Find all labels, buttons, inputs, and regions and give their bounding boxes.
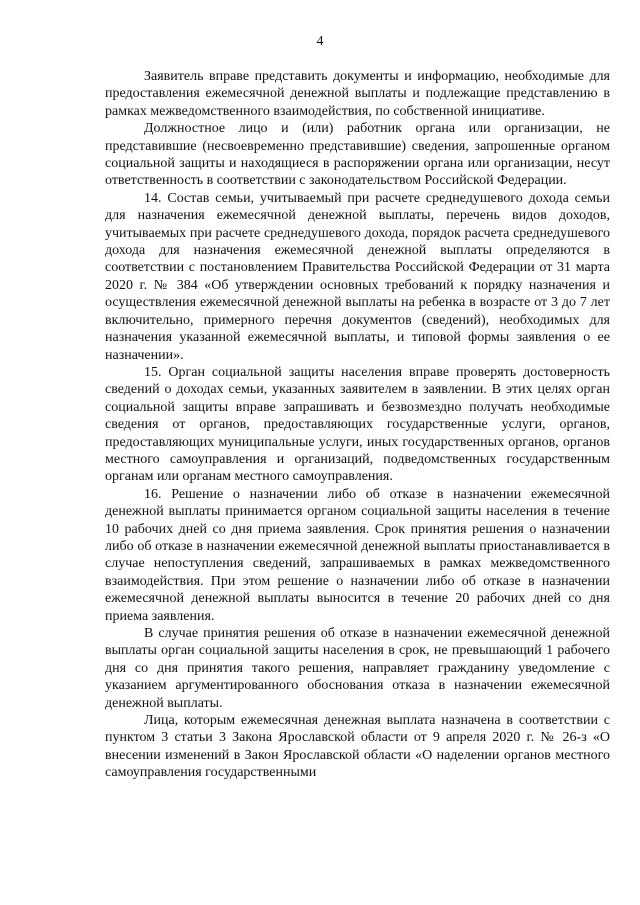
paragraph-14-family-composition: 14. Состав семьи, учитываемый при расчете среднедушевого дохода семьи для назначения ежемесячной денежной выплаты, перечень видов доходов, учитываемых при расчете среднедушевого дохода, порядок расчета среднедушевого дохода для назначения ежемесячной денежной выплаты определяются в соответствии с постановлением Правительства Российской Федерации от 31 марта 2020 г. № 384 «Об утверждении основных требований к порядку назначения и осуществления ежемесячной денежной выплаты на ребенка в возрасте от 3 до 7 лет включительно, примерного перечня документов (сведений), необходимых для назначения указанной ежемесячной выплаты, и типовой формы заявления о ее назначении». (105, 190, 610, 363)
document-body (105, 68, 610, 782)
page-number: 4 (316, 34, 324, 49)
paragraph-liability: Должностное лицо и (или) работник органа или организации, не представившие (несвоевременно представившие) сведения, запрошенные органом социальной защиты и находящиеся в распоряжении органа или организации, несут ответственность в соответствии с законодательством Российской Федерации. (105, 121, 610, 189)
paragraph-16-decision-term: 16. Решение о назначении либо об отказе в назначении ежемесячной денежной выплаты принимается органом социальной защиты населения в течение 10 рабочих дней со дня приема заявления. Срок принятия решения о назначении либо об отказе в назначении ежемесячной денежной выплаты приостанавливается в случае непоступления сведений, запрашиваемых в рамках межведомственного взаимодействия. При этом решение о назначении либо об отказе в назначении ежемесячной денежной выплаты выносится в течение 20 рабочих дней со дня приема заявления. (105, 486, 610, 624)
paragraph-15-income-verification: 15. Орган социальной защиты населения вправе проверять достоверность сведений о доходах семьи, указанных заявителем в заявлении. В этих целях орган социальной защиты вправе запрашивать и безвозмездно получать необходимые сведения от органов, предоставляющих государственные услуги, органов, предоставляющих муниципальные услуги, иных государственных органов, органов местного самоуправления и организаций, подведомственных государственным органам или органам местного самоуправления. (105, 364, 610, 485)
paragraph-applicant-right: Заявитель вправе представить документы и информацию, необходимые для предоставления ежемесячной денежной выплаты и подлежащие представлению в рамках межведомственного взаимодействия, по собственной инициативе. (105, 69, 610, 119)
paragraph-persons-assigned: Лица, которым ежемесячная денежная выплата назначена в соответствии с пунктом 3 статьи 3 Закона Ярославской области от 9 апреля 2020 г. № 26-з «О внесении изменений в Закон Ярославской области «О наделении органов местного самоуправления государственными (105, 713, 610, 781)
paragraph-refusal-notice: В случае принятия решения об отказе в назначении ежемесячной денежной выплаты орган социальной защиты населения в срок, не превышающий 1 рабочего дня со дня принятия такого решения, направляет гражданину уведомление с указанием аргументированного обоснования отказа в назначении ежемесячной денежной выплаты. (105, 626, 610, 711)
